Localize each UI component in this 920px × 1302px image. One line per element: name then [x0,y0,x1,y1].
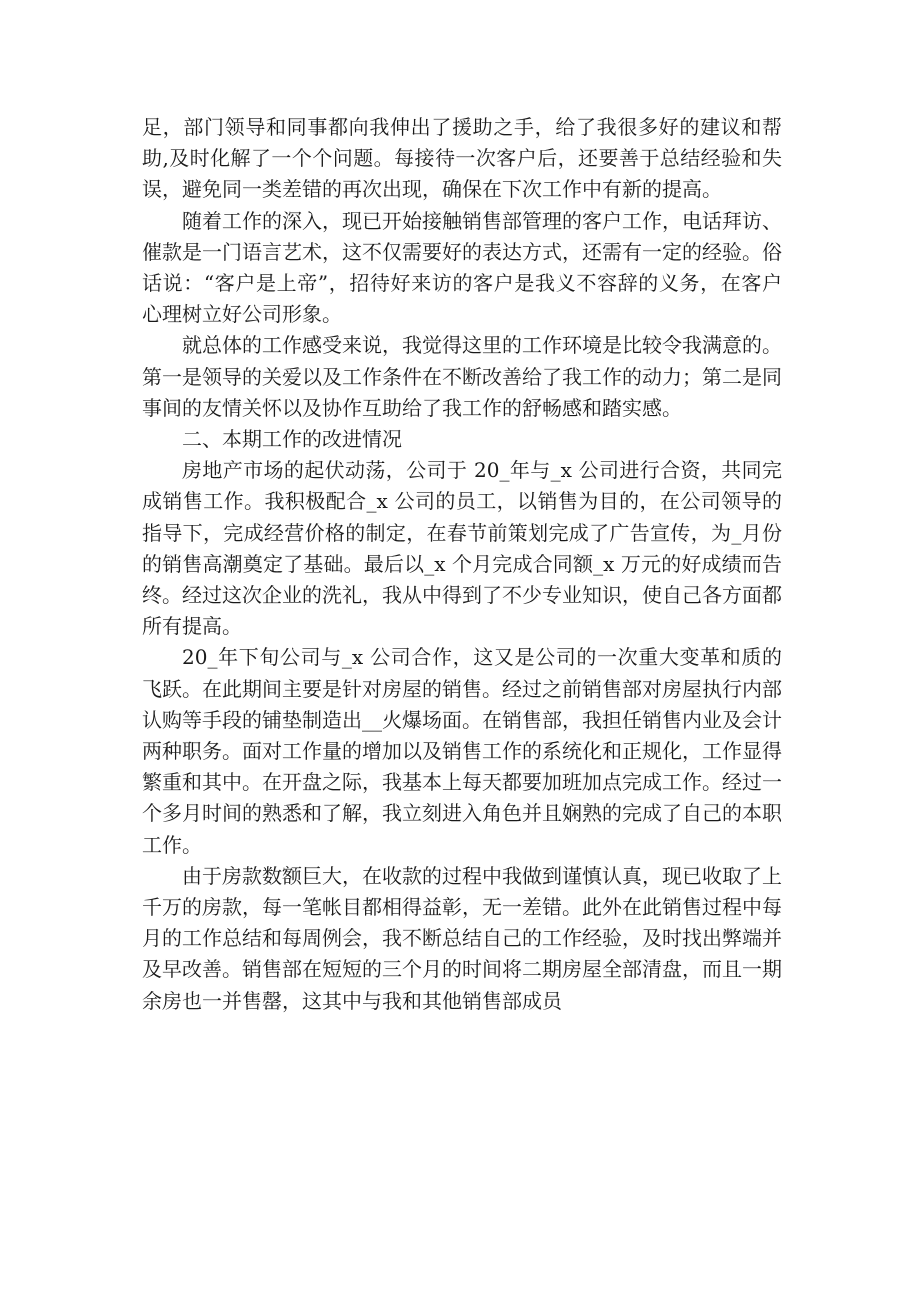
paragraph-continued: 足，部门领导和同事都向我伸出了援助之手，给了我很多好的建议和帮助,及时化解了一个个问题。每接待一次客户后，还要善于总结经验和失误，避免同一类差错的再次出现，确保在下次工作中有新的提高。 [142,115,782,202]
document-body [142,112,782,1017]
section-heading: 二、本期工作的改进情况 [182,427,402,452]
paragraph: 房地产市场的起伏动荡，公司于 20_年与_x 公司进行合资，共同完成销售工作。我积极配合_x 公司的员工，以销售为目的，在公司领导的指导下，完成经营价格的制定，在春节前策划完成了广告宣传，为_月份的销售高潮奠定了基础。最后以_x 个月完成合同额_x 万元的好成绩而告终。经过这次企业的洗礼，我从中得到了不少专业知识，使自己各方面都所有提高。 [142,458,782,639]
paragraph: 由于房款数额巨大，在收款的过程中我做到谨慎认真，现已收取了上千万的房款，每一笔帐目都相得益彰，无一差错。此外在此销售过程中每月的工作总结和每周例会，我不断总结自己的工作经验，及时找出弊端并及早改善。销售部在短短的三个月的时间将二期房屋全部清盘，而且一期余房也一并售罄，这其中与我和其他销售部成员 [142,863,782,1013]
paragraph: 就总体的工作感受来说，我觉得这里的工作环境是比较令我满意的。第一是领导的关爱以及工作条件在不断改善给了我工作的动力；第二是同事间的友情关怀以及协作互助给了我工作的舒畅感和踏实感。 [142,333,782,420]
paragraph: 随着工作的深入，现已开始接触销售部管理的客户工作，电话拜访、催款是一门语言艺术，这不仅需要好的表达方式，还需有一定的经验。俗话说：“客户是上帝”，招待好来访的客户是我义不容辞的义务，在客户心理树立好公司形象。 [142,208,782,327]
paragraph: 20_年下旬公司与_x 公司合作，这又是公司的一次重大变革和质的飞跃。在此期间主要是针对房屋的销售。经过之前销售部对房屋执行内部认购等手段的铺垫制造出__火爆场面。在销售部，我担任销售内业及会计两种职务。面对工作量的增加以及销售工作的系统化和正规化，工作显得繁重和其中。在开盘之际，我基本上每天都要加班加点完成工作。经过一个多月时间的熟悉和了解，我立刻进入角色并且娴熟的完成了自己的本职工作。 [142,645,782,857]
